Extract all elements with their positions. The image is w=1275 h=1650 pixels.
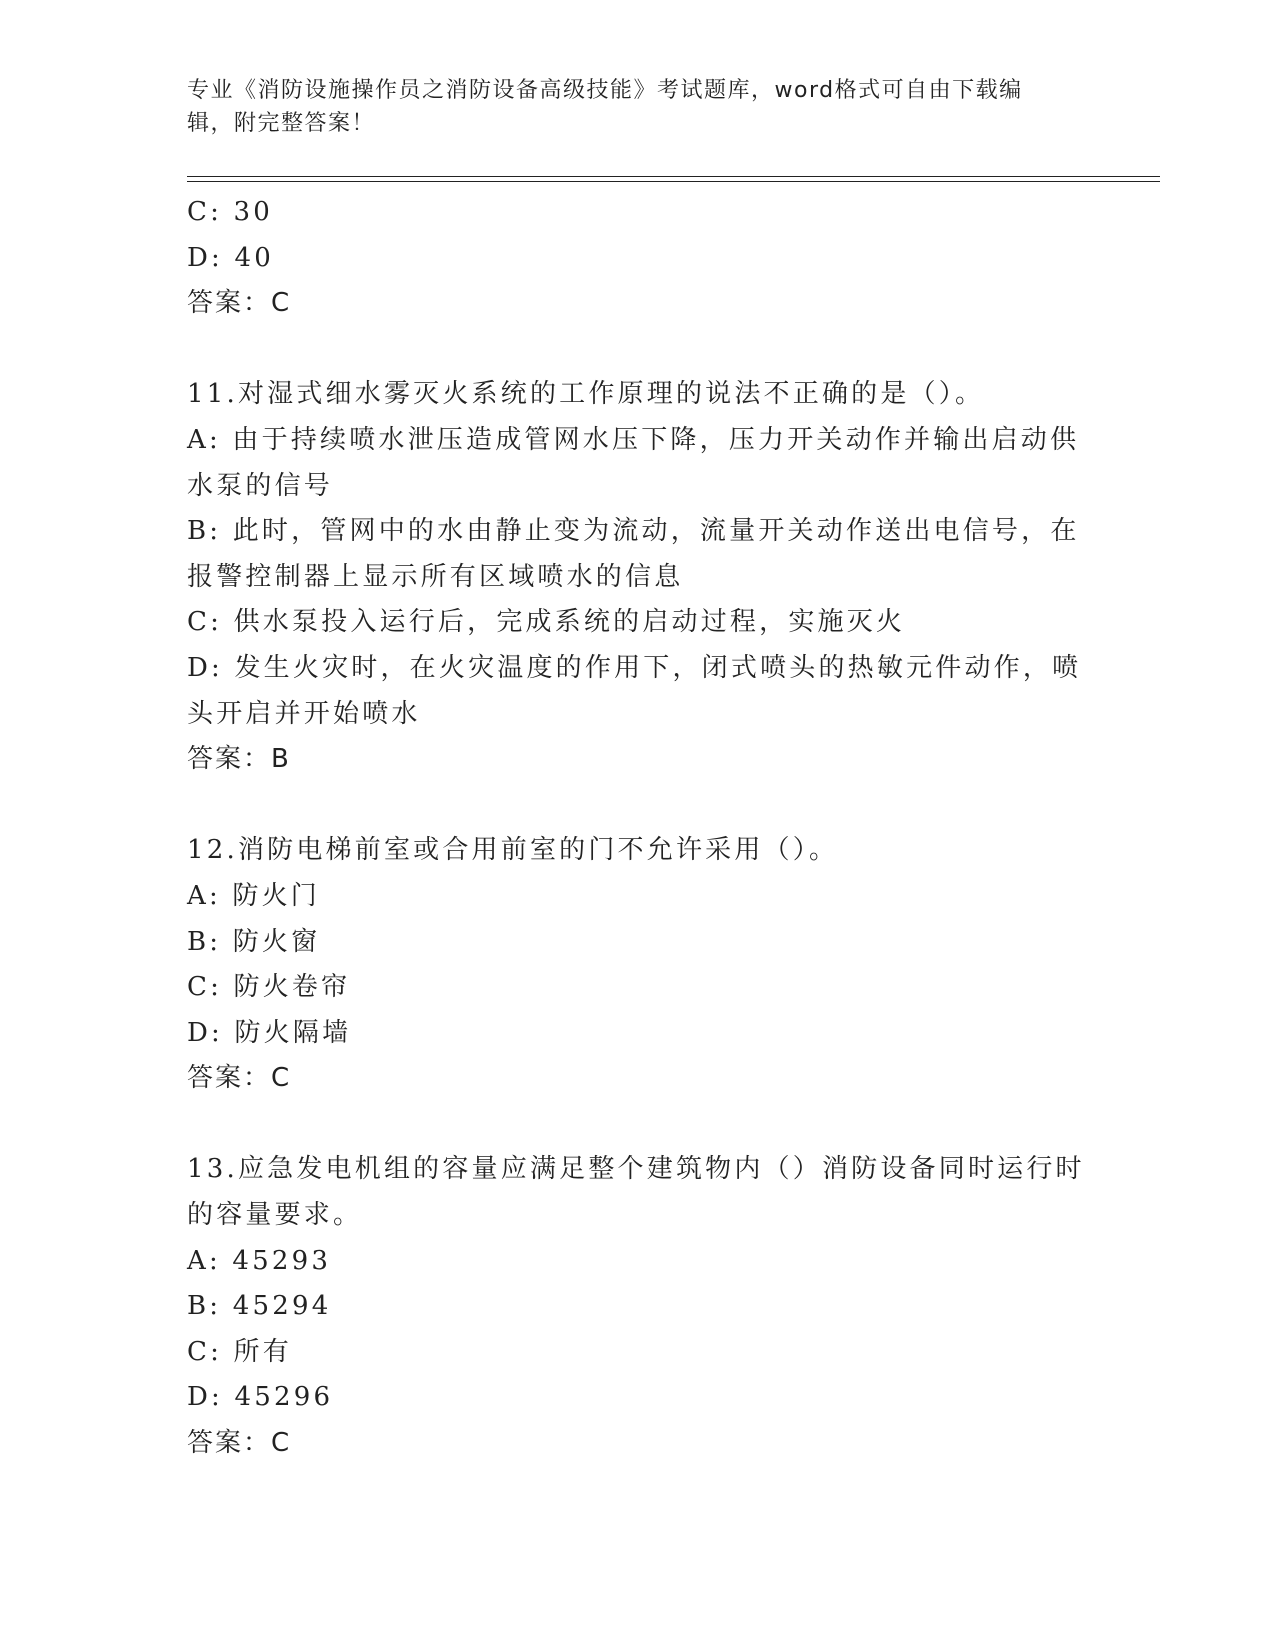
question-stem: 12.消防电梯前室或合用前室的门不允许采用（）。 <box>187 835 839 866</box>
document-body <box>187 190 1087 1467</box>
header-line-1: 专业《消防设施操作员之消防设备高级技能》考试题库，word格式可自由下载编 <box>187 78 1023 103</box>
option-b-line-1: B: 此时，管网中的水由静止变为流动，流量开关动作送出电信号，在 <box>187 516 1080 547</box>
option-b-line-2: 报警控制器上显示所有区域喷水的信息 <box>187 561 684 592</box>
question-stem-line-1: 13.应急发电机组的容量应满足整个建筑物内（）消防设备同时运行时 <box>187 1154 1085 1185</box>
question-12 <box>187 828 1087 1102</box>
answer-line: 答案：B <box>187 744 291 775</box>
spacer <box>187 1102 1087 1148</box>
answer-line: 答案：C <box>187 1428 292 1459</box>
option-d: D: 45296 <box>187 1382 334 1413</box>
option-a-line-2: 水泵的信号 <box>187 470 334 501</box>
option-c: C: 所有 <box>187 1336 292 1367</box>
option-d-line-1: D: 发生火灾时，在火灾温度的作用下，闭式喷头的热敏元件动作，喷 <box>187 652 1082 683</box>
answer-line: 答案：C <box>187 288 292 319</box>
question-stem-line-2: 的容量要求。 <box>187 1200 363 1231</box>
option-d-line-2: 头开启并开始喷水 <box>187 698 421 729</box>
header-divider-top <box>187 176 1160 177</box>
question-stem: 11.对湿式细水雾灭火系统的工作原理的说法不正确的是（）。 <box>187 379 985 410</box>
answer-line: 答案：C <box>187 1063 292 1094</box>
option-b: B: 45294 <box>187 1291 332 1322</box>
header-line-2: 辑，附完整答案！ <box>187 111 376 136</box>
option-c: C: 30 <box>187 197 274 227</box>
option-d: D: 40 <box>187 242 274 273</box>
option-c: C: 供水泵投入运行后，完成系统的启动过程，实施灭火 <box>187 607 906 638</box>
option-c: C: 防火卷帘 <box>187 972 351 1003</box>
spacer <box>187 327 1087 373</box>
previous-question-tail <box>187 190 1087 327</box>
question-13 <box>187 1147 1087 1466</box>
option-a-line-1: A: 由于持续喷水泄压造成管网水压下降，压力开关动作并输出启动供 <box>187 424 1080 455</box>
option-a: A: 45293 <box>187 1245 332 1276</box>
spacer <box>187 783 1087 829</box>
header-divider-bottom <box>187 181 1160 182</box>
option-a: A: 防火门 <box>187 880 321 911</box>
document-header <box>187 74 1067 140</box>
option-d: D: 防火隔墙 <box>187 1017 352 1048</box>
option-b: B: 防火窗 <box>187 926 321 957</box>
question-11 <box>187 372 1087 782</box>
